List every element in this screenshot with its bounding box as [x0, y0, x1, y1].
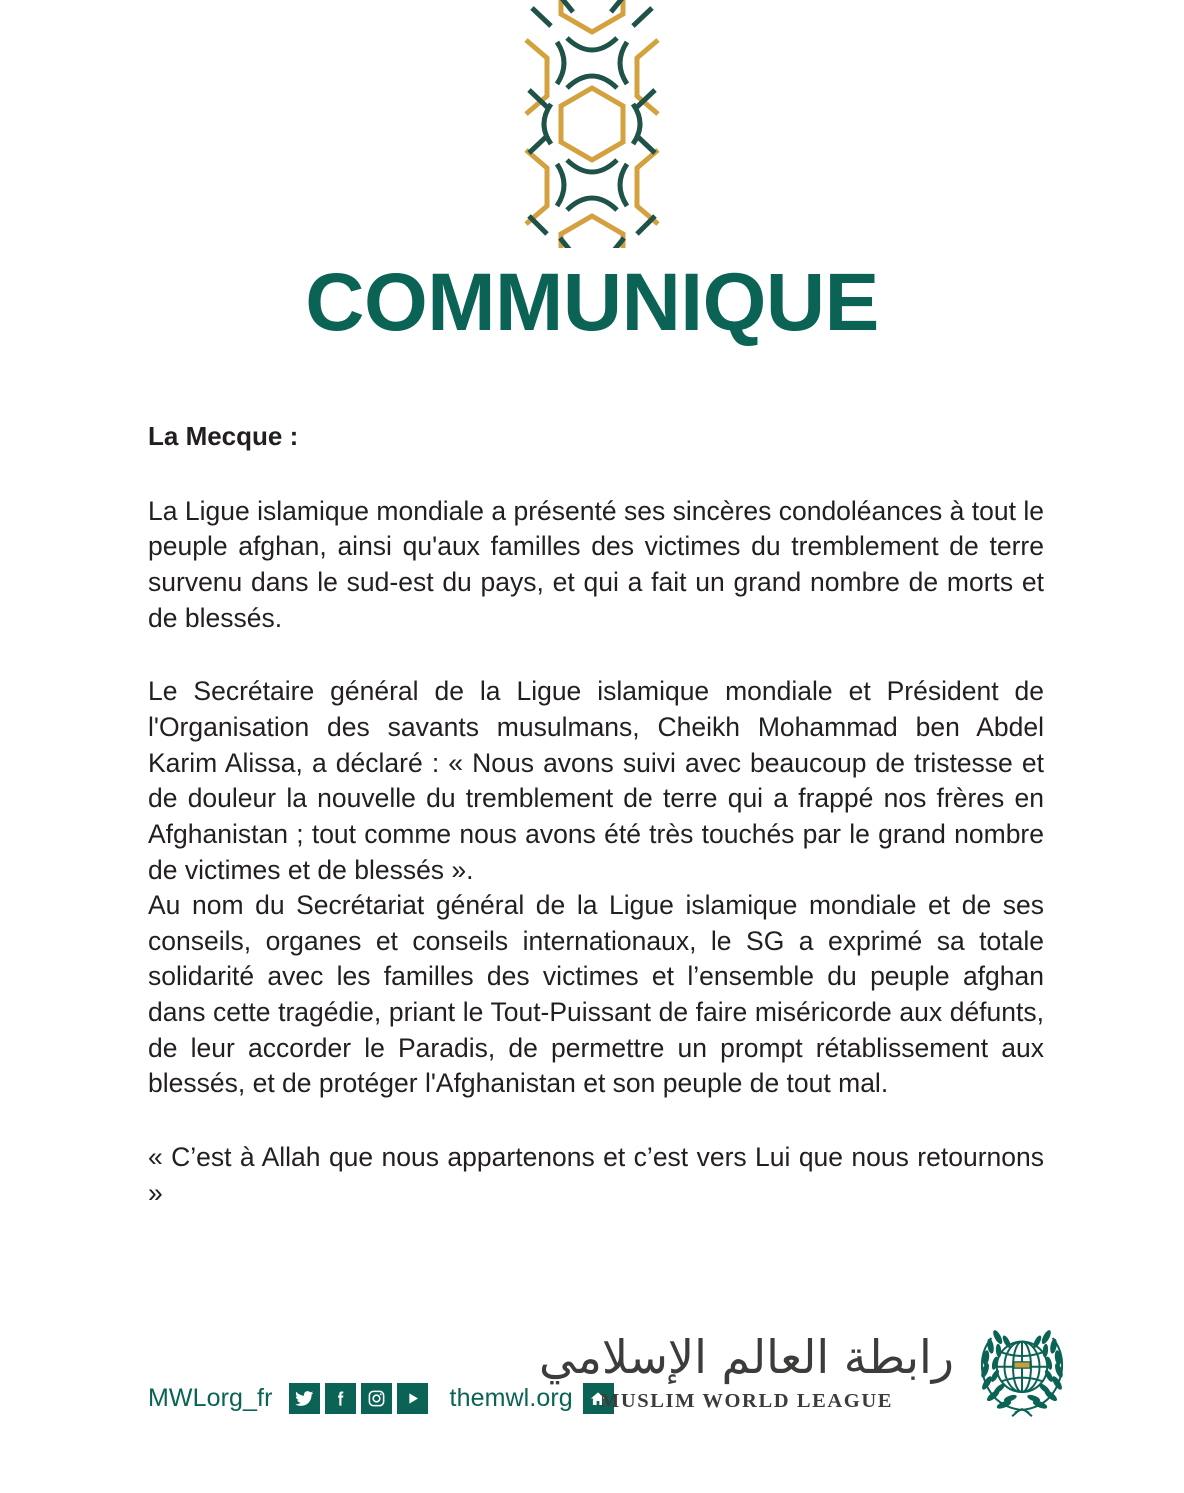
footer [0, 1320, 1184, 1450]
header-ornament [0, 0, 1184, 248]
logo-wordmark [539, 1331, 954, 1417]
paragraph-closing-quote: « C’est à Allah que nous appartenons et c’est vers Lui que nous retournons » [148, 1142, 1044, 1208]
instagram-icon[interactable] [361, 1383, 392, 1414]
globe-laurel-emblem [968, 1320, 1076, 1428]
paragraph-solidarity: Au nom du Secrétariat général de la Ligue islamique mondiale et de ses conseils, organes et conseils internationaux, le SG a exprimé sa totale solidarité avec les familles des victimes et l’ensemble du peuple afghan dans cette tragédie, priant le Tout-Puissant de faire miséricorde aux défunts, de leur accorder le Paradis, de permettre un prompt rétablissement aux blessés, et de protéger l'Afghanistan et son peuple de tout mal. [148, 890, 1044, 1099]
dateline: La Mecque : [148, 421, 299, 451]
logo-latin-name: MUSLIM WORLD LEAGUE [599, 1389, 894, 1412]
social-handle: MWLorg_fr [148, 1384, 273, 1412]
logo-arabic-calligraphy: رابطة العالم الإسلامي [538, 1330, 954, 1385]
organization-logo [539, 1320, 1076, 1428]
page-title: COMMUNIQUE [305, 257, 879, 348]
social-icons [289, 1383, 428, 1414]
website-label[interactable]: themwl.org [449, 1384, 573, 1412]
youtube-icon[interactable] [397, 1383, 428, 1414]
geometric-pattern-icon [499, 0, 685, 248]
paragraph-condolences: La Ligue islamique mondiale a présenté ses sincères condoléances à tout le peuple afghan, ainsi qu'aux familles des victimes du tremblement de terre survenu dans le sud-est du pays, et qui a fait un grand nombre de morts et de blessés. [148, 495, 1044, 633]
twitter-icon[interactable] [289, 1383, 320, 1414]
paragraph-statement: Le Secrétaire général de la Ligue islamique mondiale et Président de l'Organisation des savants musulmans, Cheikh Mohammad ben Abdel Karim Alissa, a déclaré : « Nous avons suivi avec beaucoup de tristesse et de douleur la nouvelle du tremblement de terre qui a frappé nos frères en Afghanistan ; tout comme nous avons été très touchés par le grand nombre de victimes et de blessés ». [148, 676, 1044, 885]
document-body [148, 420, 1044, 1211]
facebook-icon[interactable] [325, 1383, 356, 1414]
